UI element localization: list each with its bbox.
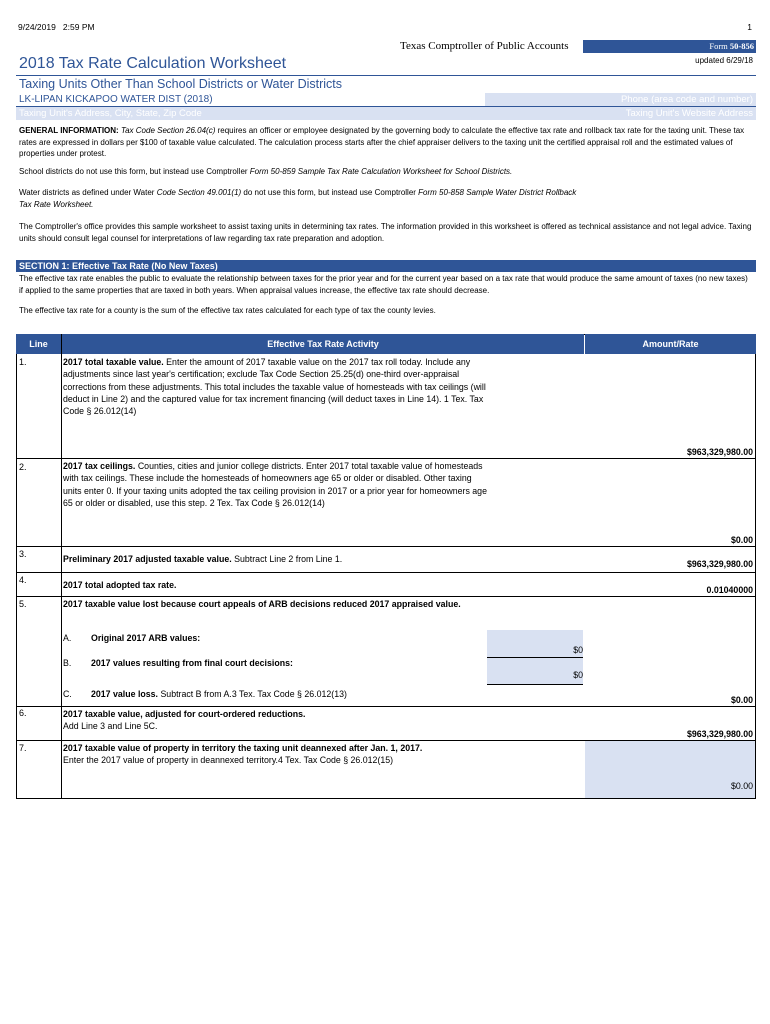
general-info-code: Tax Code Section 26.04(c) bbox=[120, 126, 216, 135]
line-1-description bbox=[63, 356, 487, 417]
water-district-note bbox=[19, 187, 579, 210]
page-subtitle: Taxing Units Other Than School Districts or Water Districts bbox=[19, 77, 343, 91]
line-1-amount[interactable]: $963,329,980.00 bbox=[686, 447, 753, 457]
line-3-description bbox=[63, 553, 487, 565]
line-number: 7. bbox=[19, 743, 27, 753]
section-1-county-note: The effective tax rate for a county is the sum of the effective tax rates calculated for each type of tax the county levies. bbox=[19, 306, 436, 315]
row-divider bbox=[16, 458, 756, 459]
line-5a-label: Original 2017 ARB values: bbox=[91, 633, 201, 643]
form-prefix: Form bbox=[709, 41, 728, 51]
taxing-unit-name: LK-LIPAN KICKAPOO WATER DIST (2018) bbox=[19, 94, 213, 105]
line-7-description bbox=[63, 742, 487, 767]
line-4-title: 2017 total adopted tax rate. bbox=[63, 580, 177, 590]
line-5b-letter: B. bbox=[63, 658, 72, 668]
school-district-note bbox=[19, 166, 753, 178]
line-5c-text: Subtract B from A.3 Tex. Tax Code § 26.012(13) bbox=[158, 689, 347, 699]
row-divider bbox=[16, 546, 756, 547]
line-5b-label: 2017 values resulting from final court decisions: bbox=[91, 658, 293, 668]
form-number: 50-856 bbox=[729, 41, 754, 51]
line-number: 1. bbox=[19, 357, 27, 367]
line-number: 6. bbox=[19, 708, 27, 718]
line-5-amount[interactable]: $0.00 bbox=[730, 695, 753, 705]
line-5c-description bbox=[91, 689, 347, 699]
print-datetime bbox=[18, 22, 95, 32]
line-1-title: 2017 total taxable value. bbox=[63, 357, 164, 367]
page-number: 1 bbox=[747, 22, 752, 32]
line-3-amount[interactable]: $963,329,980.00 bbox=[686, 559, 753, 569]
general-info-paragraph bbox=[19, 125, 753, 160]
row-divider bbox=[16, 596, 756, 597]
form-number-bar bbox=[583, 40, 756, 53]
line-5-title: 2017 taxable value lost because court appeals of ARB decisions reduced 2017 appraised value. bbox=[63, 599, 461, 609]
agency-name: Texas Comptroller of Public Accounts bbox=[400, 40, 569, 52]
row-divider bbox=[16, 706, 756, 707]
column-header-line: Line bbox=[16, 334, 61, 354]
line-3-title: Preliminary 2017 adjusted taxable value. bbox=[63, 554, 232, 564]
comptroller-note: The Comptroller's office provides this sample worksheet to assist taxing units in determining tax rates. The information provided in this worksheet is offered as technical assistance and not legal advice. Taxing units should consult legal counsel for interpretations of law regarding tax rate preparation and adoption. bbox=[19, 222, 752, 243]
address-bar bbox=[16, 107, 756, 120]
row-divider bbox=[16, 572, 756, 573]
website-field[interactable]: Taxing Unit's Website Address bbox=[625, 108, 753, 119]
water-note-code: Code Section 49.001(1) bbox=[156, 188, 242, 197]
line-6-title: 2017 taxable value, adjusted for court-ordered reductions. bbox=[63, 709, 306, 719]
line-4-description bbox=[63, 579, 487, 591]
general-info-label: GENERAL INFORMATION: bbox=[19, 126, 119, 135]
line-5-description bbox=[63, 598, 483, 610]
line-5b-underline bbox=[487, 684, 583, 685]
line-2-text: Counties, cities and junior college districts. Enter 2017 total taxable value of homesteads with tax ceilings. These include the homesteads of homeowners age 65 or older or disabled. Other taxing units enter 0. If your taxing units adopted the tax ceiling provision in 2017 or a prior year for homeowners age 65 or older or disabled, use this step. 2 Tex. Tax Code § 26.012(14) bbox=[63, 461, 487, 508]
line-5a-letter: A. bbox=[63, 633, 72, 643]
line-5a-underline bbox=[487, 657, 583, 658]
line-2-title: 2017 tax ceilings. bbox=[63, 461, 136, 471]
print-time: 2:59 PM bbox=[62, 22, 95, 32]
line-7-text: Enter the 2017 value of property in deannexed territory.4 Tex. Tax Code § 26.012(15) bbox=[63, 755, 394, 766]
line-1-text: Enter the amount of 2017 taxable value on the 2017 tax roll today. Include any adjustments since last year's certification; exclude Tax Code Section 25.25(d) one-third over-appraisal corrections from these adjustments. This total includes the taxable value of homesteads with tax ceilings (will deduct in Line 2) and the captured value for tax increment financing (will deduct taxes in Line 14). 1 Tex. Tax Code § 26.012(14) bbox=[63, 357, 486, 417]
general-info-text: requires an officer or employee designated by the governing body to calculate the effective tax rate and rollback tax rate for the taxing unit. These tax rates are expressed in dollars per $100 of taxable value calculated. The calculation process starts after the chief appraiser delivers to the taxing unit the certified appraisal roll and the estimated values of properties under protest. bbox=[19, 126, 745, 158]
phone-field[interactable]: Phone (area code and number) bbox=[485, 93, 756, 106]
line-5c-title: 2017 value loss. bbox=[91, 689, 158, 699]
column-divider-line bbox=[61, 334, 62, 799]
line-5b-amount[interactable]: $0 bbox=[573, 670, 583, 680]
water-note-text-b: do not use this form, but instead use Comptroller bbox=[241, 188, 419, 197]
line-3-text: Subtract Line 2 from Line 1. bbox=[231, 554, 343, 564]
page-title: 2018 Tax Rate Calculation Worksheet bbox=[19, 55, 287, 72]
updated-date: updated 6/29/18 bbox=[695, 56, 753, 65]
line-number: 2. bbox=[19, 462, 27, 472]
line-4-amount[interactable]: 0.01040000 bbox=[706, 585, 753, 595]
line-2-description bbox=[63, 460, 487, 509]
section-1-header: SECTION 1: Effective Tax Rate (No New Taxes) bbox=[16, 260, 756, 272]
line-7-amount[interactable]: $0.00 bbox=[730, 781, 753, 791]
line-2-amount[interactable]: $0.00 bbox=[730, 535, 753, 545]
title-divider bbox=[16, 75, 756, 76]
line-7-amount-box[interactable] bbox=[585, 741, 755, 798]
column-header-amount: Amount/Rate bbox=[585, 334, 756, 354]
water-note-form: Form 50-858 Sample Water District Rollback Tax Rate Worksheet. bbox=[19, 188, 577, 209]
school-note-text: School districts do not use this form, but instead use Comptroller bbox=[19, 167, 250, 176]
line-number: 3. bbox=[19, 549, 27, 559]
line-6-text: Add Line 3 and Line 5C. bbox=[63, 721, 158, 732]
line-7-title: 2017 taxable value of property in territory the taxing unit deannexed after Jan. 1, 2017. bbox=[63, 743, 423, 753]
line-number: 4. bbox=[19, 575, 27, 585]
line-6-description bbox=[63, 708, 487, 733]
school-note-form: Form 50-859 Sample Tax Rate Calculation Worksheet for School Districts. bbox=[249, 167, 513, 176]
address-field[interactable]: Taxing Unit's Address, City, State, Zip Code bbox=[19, 108, 202, 119]
print-date: 9/24/2019 bbox=[18, 22, 56, 32]
section-1-intro: The effective tax rate enables the public to evaluate the relationship between taxes for the prior year and for the current year based on a tax rate that would produce the same amount of taxes (no new taxes) if applied to the same properties that are taxed in both years. When appraisal values increase, the effective tax rate should decrease. bbox=[19, 274, 748, 295]
column-header-activity: Effective Tax Rate Activity bbox=[62, 334, 584, 354]
line-number: 5. bbox=[19, 599, 27, 609]
line-5a-amount[interactable]: $0 bbox=[573, 645, 583, 655]
line-5c-letter: C. bbox=[63, 689, 72, 699]
water-note-text-a: Water districts as defined under Water bbox=[19, 188, 157, 197]
line-6-amount[interactable]: $963,329,980.00 bbox=[686, 729, 753, 739]
